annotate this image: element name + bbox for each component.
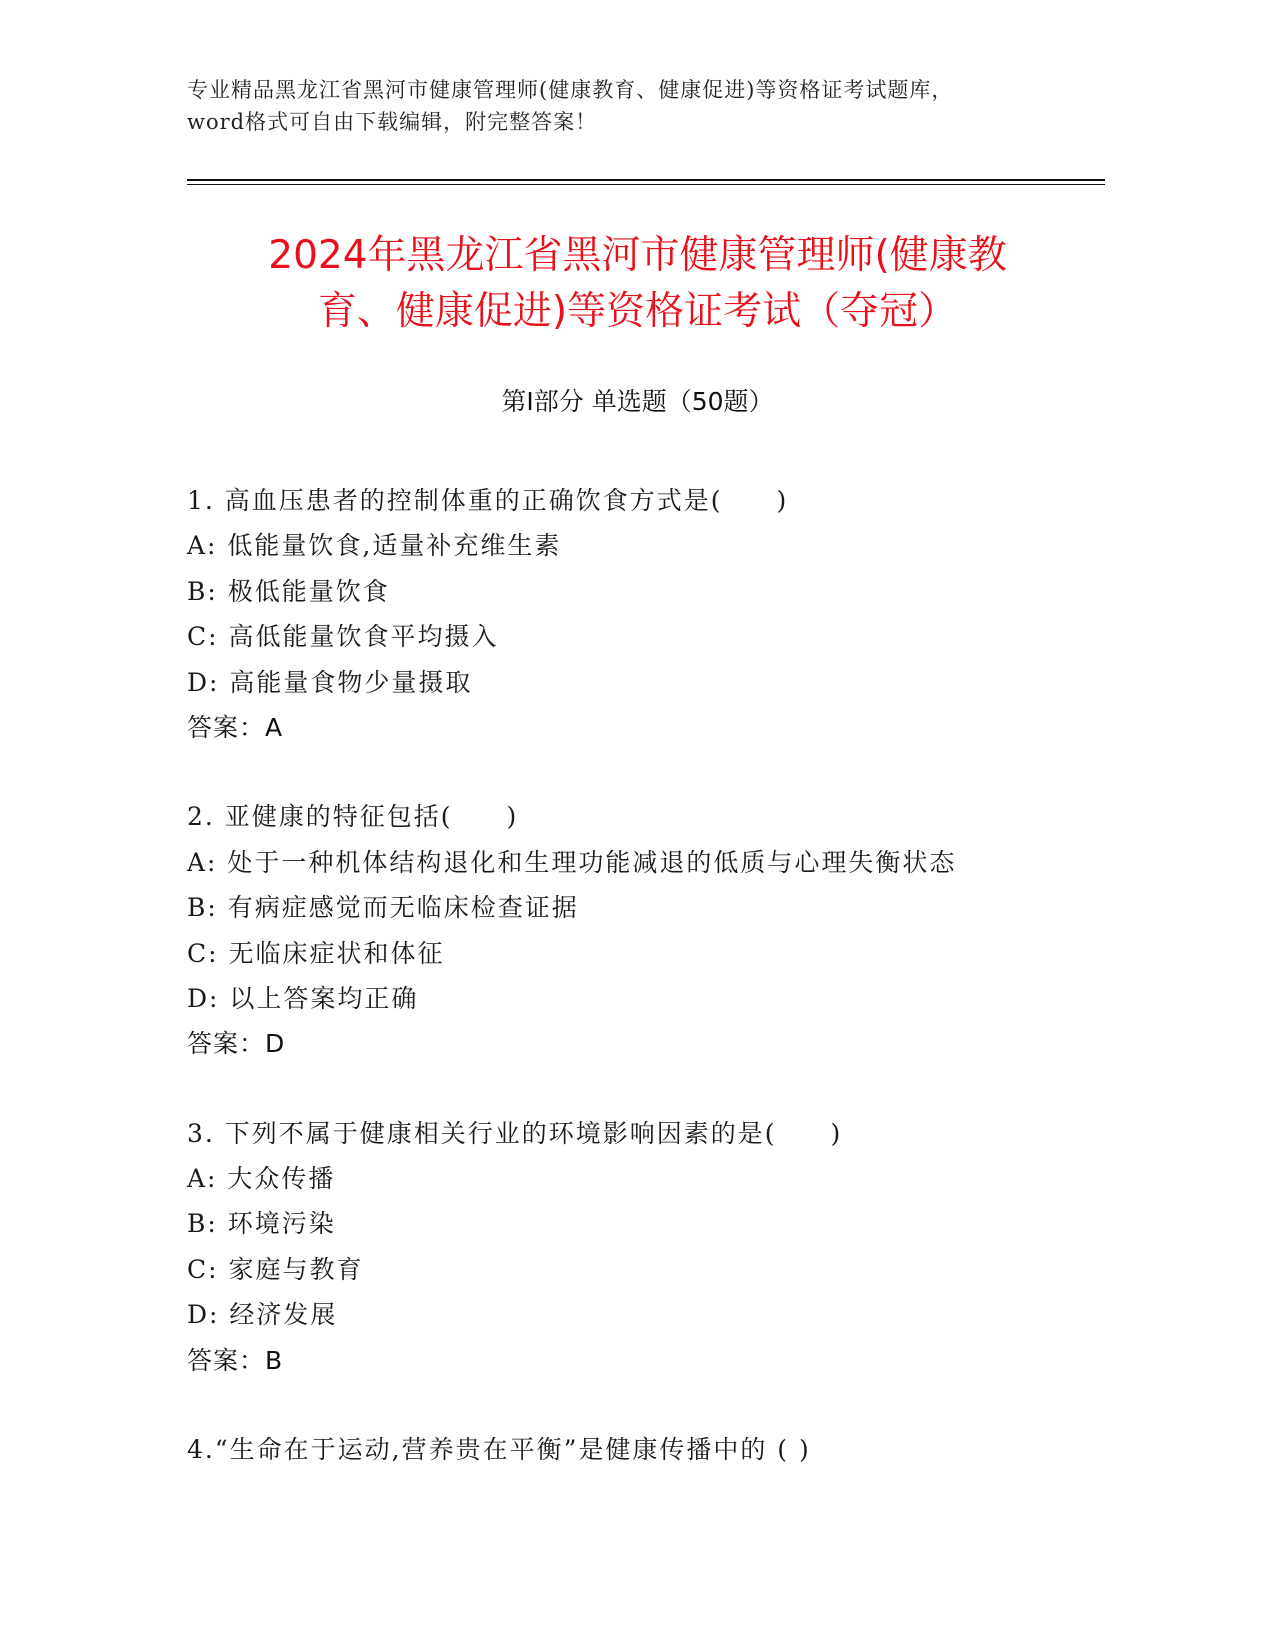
document-title [150, 228, 1125, 340]
answer-line: 答案：B [187, 1345, 284, 1375]
document-header [187, 74, 1087, 138]
option-c: C: 无临床症状和体征 [187, 938, 445, 968]
section-heading: 第Ⅰ部分 单选题（50题） [501, 387, 774, 416]
option-d: D: 经济发展 [187, 1300, 338, 1330]
question-2 [187, 794, 1087, 1066]
question-1 [187, 478, 1087, 750]
question-stem: 4.“生命在于运动,营养贵在平衡”是健康传播中的 ( ) [187, 1435, 811, 1465]
question-stem: 2. 亚健康的特征包括( ) [187, 802, 519, 832]
option-d: D: 以上答案均正确 [187, 983, 419, 1013]
title-line-2: 育、健康促进)等资格证考试（夺冠） [317, 289, 958, 334]
question-stem: 3. 下列不属于健康相关行业的环境影响因素的是( ) [187, 1118, 843, 1148]
answer-line: 答案：A [187, 712, 284, 742]
header-divider-thin [187, 184, 1105, 185]
title-line-1: 2024年黑龙江省黑河市健康管理师(健康教 [268, 233, 1007, 278]
option-a: A: 大众传播 [187, 1164, 336, 1194]
option-b: B: 有病症感觉而无临床检查证据 [187, 893, 579, 923]
question-4 [187, 1427, 1087, 1472]
option-b: B: 极低能量饮食 [187, 576, 390, 606]
option-a: A: 低能量饮食,适量补充维生素 [187, 531, 562, 561]
option-a: A: 处于一种机体结构退化和生理功能减退的低质与心理失衡状态 [187, 847, 957, 877]
question-stem: 1. 高血压患者的控制体重的正确饮食方式是( ) [187, 486, 789, 515]
option-c: C: 高低能量饮食平均摄入 [187, 622, 499, 652]
question-list [187, 478, 1087, 1516]
header-divider-thick [187, 179, 1105, 181]
question-3 [187, 1111, 1087, 1383]
answer-line: 答案：D [187, 1029, 286, 1059]
option-c: C: 家庭与教育 [187, 1254, 364, 1284]
option-b: B: 环境污染 [187, 1209, 336, 1239]
option-d: D: 高能量食物少量摄取 [187, 667, 473, 697]
header-line-2: word格式可自由下载编辑，附完整答案！ [187, 110, 598, 134]
header-line-1: 专业精品黑龙江省黑河市健康管理师(健康教育、健康促进)等资格证考试题库， [187, 78, 954, 102]
